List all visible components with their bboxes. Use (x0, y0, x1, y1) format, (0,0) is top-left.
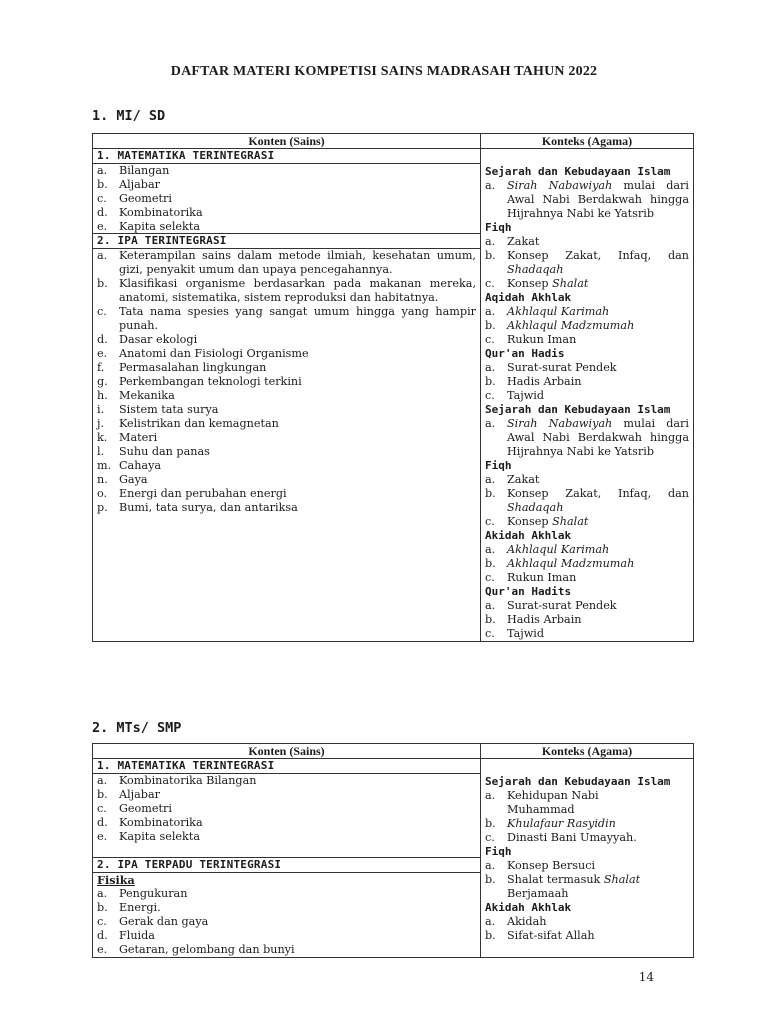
list-item (97, 333, 476, 347)
item-text: Gerak dan gaya (119, 915, 209, 928)
group-title: Fiqh (485, 845, 512, 858)
item-text: Geometri (119, 802, 172, 815)
list-item (97, 347, 476, 361)
item-text: Kelistrikan dan kemagnetan (119, 417, 279, 430)
item-marker: c. (97, 802, 107, 815)
list-item: a. Akhlaqul Karimah (485, 543, 610, 556)
item-text: Keterampilan sains dalam metode ilmiah, kesehatan umum, gizi, penyakit umum dan upaya pencegahannya. (119, 249, 476, 276)
item-text: Geometri (119, 192, 172, 205)
item-marker: h. (97, 389, 108, 402)
math-heading: 1. MATEMATIKA TERINTEGRASI (93, 759, 480, 774)
item-marker: d. (97, 816, 108, 829)
list-item (97, 774, 476, 788)
item-marker: b. (97, 901, 108, 914)
item-text: Kombinatorika (119, 206, 203, 219)
ipa-list (97, 249, 476, 515)
list-item (97, 389, 476, 403)
list-item (97, 788, 476, 802)
list-item: b. Shalat termasuk Shalat Berjamaah (485, 873, 641, 900)
list-item (97, 445, 476, 459)
group-title: Aqidah Akhlak (485, 291, 572, 304)
list-item (97, 305, 476, 333)
list-item (97, 417, 476, 431)
item-marker: b. (97, 178, 108, 191)
item-text: Fluida (119, 929, 155, 942)
item-text: Mekanika (119, 389, 175, 402)
item-text: Tata nama spesies yang sangat umum hingga yang hampir punah. (119, 305, 476, 332)
list-item: a. Akhlaqul Karimah (485, 305, 610, 318)
list-item: a. Akidah (485, 915, 547, 928)
group-title: Qur'an Hadis (485, 347, 565, 360)
group-title: Sejarah dan Kebudayaan Islam (485, 165, 671, 178)
list-item (97, 192, 476, 206)
list-item (97, 915, 476, 929)
list-item: a. Zakat (485, 235, 540, 248)
list-item (97, 473, 476, 487)
list-item: b. Sifat-sifat Allah (485, 929, 595, 942)
list-item (97, 501, 476, 515)
ipa-heading: 2. IPA TERPADU TERINTEGRASI (93, 857, 480, 873)
item-text: Permasalahan lingkungan (119, 361, 267, 374)
col-header-konten: Konten (Sains) (93, 134, 481, 149)
item-text: Sistem tata surya (119, 403, 219, 416)
list-item: b. Konsep Zakat, Infaq, dan Shadaqah (485, 487, 689, 514)
fisika-subheading: Fisika (97, 873, 135, 887)
list-item (97, 431, 476, 445)
list-item: b. Khulafaur Rasyidin (485, 817, 616, 830)
list-item: c. Rukun Iman (485, 333, 577, 346)
item-marker: l. (97, 445, 105, 458)
item-text: Kapita selekta (119, 830, 200, 843)
left-cell (93, 149, 481, 642)
col-header-konten: Konten (Sains) (93, 744, 481, 759)
item-text: Kombinatorika Bilangan (119, 774, 257, 787)
list-item (97, 375, 476, 389)
item-marker: g. (97, 375, 108, 388)
item-marker: e. (97, 830, 108, 843)
list-item (97, 816, 476, 830)
fisika-list (97, 887, 476, 957)
group-title: Sejarah dan Kebudayaan Islam (485, 775, 671, 788)
item-marker: a. (97, 887, 108, 900)
item-marker: b. (97, 277, 108, 290)
list-item: b. Hadis Arbain (485, 613, 582, 626)
item-text: Bumi, tata surya, dan antariksa (119, 501, 298, 514)
col-header-konteks: Konteks (Agama) (481, 744, 694, 759)
list-item: a. Sirah Nabawiyah mulai dari Awal Nabi Berdakwah hingga Hijrahnya Nabi ke Yatsrib (485, 179, 689, 220)
group-title: Akidah Akhlak (485, 529, 572, 542)
ipa-heading: 2. IPA TERINTEGRASI (93, 233, 480, 249)
math-heading: 1. MATEMATIKA TERINTEGRASI (93, 149, 480, 164)
list-item: a. Konsep Bersuci (485, 859, 596, 872)
item-marker: d. (97, 206, 108, 219)
list-item (97, 178, 476, 192)
item-text: Perkembangan teknologi terkini (119, 375, 302, 388)
right-cell (481, 149, 694, 642)
list-item: a. Zakat (485, 473, 540, 486)
list-item: b. Akhlaqul Madzmumah (485, 557, 635, 570)
item-marker: j. (97, 417, 105, 430)
item-marker: p. (97, 501, 108, 514)
col-header-konteks: Konteks (Agama) (481, 134, 694, 149)
list-item: a. Surat-surat Pendek (485, 361, 617, 374)
item-text: Getaran, gelombang dan bunyi (119, 943, 295, 956)
item-marker: o. (97, 487, 108, 500)
section-2-table (92, 743, 694, 958)
list-item (97, 901, 476, 915)
math-list (97, 774, 476, 844)
list-item: b. Akhlaqul Madzmumah (485, 319, 635, 332)
item-marker: m. (97, 459, 112, 472)
item-text: Energi dan perubahan energi (119, 487, 287, 500)
list-item (97, 459, 476, 473)
right-cell (481, 759, 694, 958)
item-marker: n. (97, 473, 108, 486)
list-item: c. Tajwid (485, 389, 545, 402)
list-item: c. Konsep Shalat (485, 515, 589, 528)
list-item: b. Hadis Arbain (485, 375, 582, 388)
item-text: Kapita selekta (119, 220, 200, 233)
item-text: Energi. (119, 901, 161, 914)
item-marker: e. (97, 347, 108, 360)
group-title: Fiqh (485, 459, 512, 472)
list-item (97, 220, 476, 234)
section-1-heading: 1. MI/ SD (92, 108, 166, 124)
group-title: Akidah Akhlak (485, 901, 572, 914)
list-item (97, 487, 476, 501)
item-marker: i. (97, 403, 105, 416)
item-text: Suhu dan panas (119, 445, 210, 458)
list-item: b. Konsep Zakat, Infaq, dan Shadaqah (485, 249, 689, 276)
list-item: a. Sirah Nabawiyah mulai dari Awal Nabi Berdakwah hingga Hijrahnya Nabi ke Yatsrib (485, 417, 689, 458)
item-marker: f. (97, 361, 105, 374)
item-text: Dasar ekologi (119, 333, 198, 346)
item-text: Pengukuran (119, 887, 188, 900)
item-text: Aljabar (119, 788, 160, 801)
section-2-heading: 2. MTs/ SMP (92, 720, 182, 736)
document-title: DAFTAR MATERI KOMPETISI SAINS MADRASAH TAHUN 2022 (170, 64, 598, 79)
list-item: c. Rukun Iman (485, 571, 577, 584)
math-list (97, 164, 476, 234)
section-1-table (92, 133, 694, 642)
list-item (97, 887, 476, 901)
list-item (97, 943, 476, 957)
list-item (97, 830, 476, 844)
item-marker: c. (97, 305, 107, 318)
list-item: c. Dinasti Bani Umayyah. (485, 831, 637, 844)
item-marker: e. (97, 220, 108, 233)
group-title: Qur'an Hadits (485, 585, 572, 598)
list-item (97, 277, 476, 305)
item-text: Bilangan (119, 164, 170, 177)
item-marker: a. (97, 774, 108, 787)
item-marker: a. (97, 164, 108, 177)
item-text: Aljabar (119, 178, 160, 191)
item-marker: c. (97, 192, 107, 205)
item-text: Materi (119, 431, 158, 444)
list-item (97, 802, 476, 816)
item-text: Gaya (119, 473, 148, 486)
item-marker: a. (97, 249, 108, 262)
item-marker: b. (97, 788, 108, 801)
list-item: a. Kehidupan Nabi Muhammad (485, 789, 599, 816)
list-item: a. Surat-surat Pendek (485, 599, 617, 612)
list-item (97, 249, 476, 277)
list-item (97, 164, 476, 178)
list-item (97, 206, 476, 220)
page-number: 14 (638, 970, 654, 984)
item-marker: k. (97, 431, 108, 444)
item-text: Klasifikasi organisme berdasarkan pada makanan mereka, anatomi, sistematika, sistem reproduksi dan habitatnya. (119, 277, 476, 304)
list-item: c. Konsep Shalat (485, 277, 589, 290)
item-marker: c. (97, 915, 107, 928)
item-marker: d. (97, 333, 108, 346)
group-title: Sejarah dan Kebudayaan Islam (485, 403, 671, 416)
item-marker: e. (97, 943, 108, 956)
list-item: c. Tajwid (485, 627, 545, 640)
list-item (97, 403, 476, 417)
item-text: Anatomi dan Fisiologi Organisme (119, 347, 309, 360)
item-text: Kombinatorika (119, 816, 203, 829)
group-title: Fiqh (485, 221, 512, 234)
item-marker: d. (97, 929, 108, 942)
list-item (97, 929, 476, 943)
list-item (97, 361, 476, 375)
item-text: Cahaya (119, 459, 162, 472)
left-cell (93, 759, 481, 958)
